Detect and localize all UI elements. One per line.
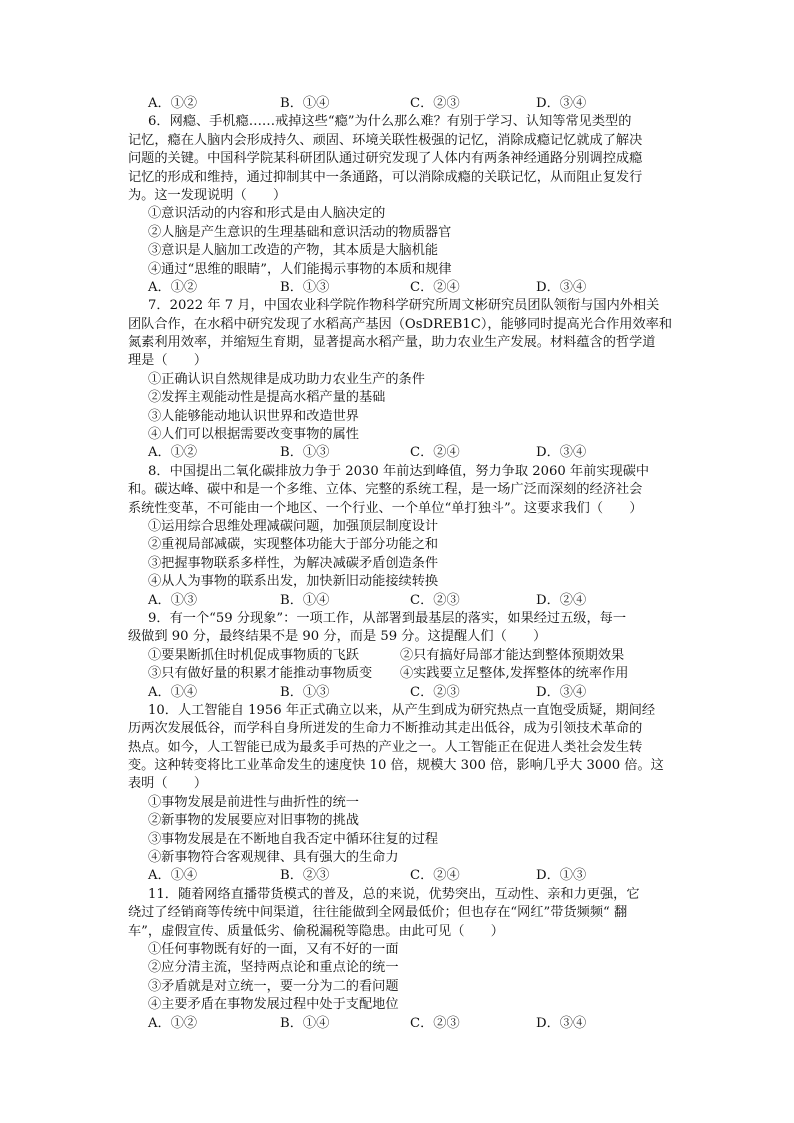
option-b: B．①③ (280, 279, 330, 295)
option-d: D．③④ (536, 279, 587, 295)
q8-stem-line: 8．中国提出二氧化碳排放力争于 2030 年前达到峰值，努力争取 2060 年前实现碳中 (148, 463, 650, 479)
q9-statement: ①要果断抓住时机促成事物质的飞跃 (148, 647, 359, 663)
q11-stem-line: 绕过了经销商等传统中间渠道，往往能做到全网最低价；但也存在“网红”带货频频“ 翻 (128, 905, 628, 921)
q8-stem-line: 系统性变革，不可能由一个地区、一个行业、一个单位“单打独斗”。这要求我们（ ） (128, 500, 643, 516)
q7-stem-line: 团队合作，在水稻中研究发现了水稻高产基因（OsDREB1C），能够同时提高光合作用效率和 (128, 316, 673, 332)
q8-options (128, 592, 676, 610)
q7-statement: ③人能够能动地认识世界和改造世界 (148, 408, 359, 424)
q10-statement: ③事物发展是在不断地自我否定中循环往复的过程 (148, 831, 439, 847)
q7-statement: ②发挥主观能动性是提高水稻产量的基础 (148, 390, 386, 406)
q11-statement: ③矛盾就是对立统一，要一分为二的看问题 (148, 978, 399, 994)
q7-statement: ①正确认识自然规律是成功助力农业生产的条件 (148, 371, 425, 387)
option-a: A．①② (148, 96, 198, 111)
q6-statement: ③意识是人脑加工改造的产物，其本质是大脑机能 (148, 243, 439, 259)
q7-stem-line: 氮素利用效率，并缩短生育期，显著提高水稻产量，助力农业生产发展。材料蕴含的哲学道 (128, 335, 656, 351)
option-c: C．②④ (410, 279, 460, 295)
question-8 (128, 463, 676, 610)
option-d: D．③④ (536, 684, 587, 700)
option-c: C．②④ (410, 445, 460, 461)
option-a: A．①② (148, 1015, 198, 1031)
option-a: A．①③ (148, 592, 198, 608)
q11-statement: ②应分清主流，坚持两点论和重点论的统一 (148, 960, 399, 976)
q8-statement: ②重视局部减碳，实现整体功能大于部分功能之和 (148, 537, 439, 553)
q10-stem-line: 变。这种转变将比工业革命发生的速度快 10 倍，规模大 300 倍，影响几乎大 3000 倍。这 (128, 758, 664, 774)
q8-statement: ①运用综合思维处理减碳问题，加强顶层制度设计 (148, 518, 439, 534)
q7-stem-line: 理是（ ） (128, 353, 208, 369)
option-c: C．②③ (410, 684, 460, 700)
q8-statement: ③把握事物联系多样性，为解决减碳矛盾创造条件 (148, 555, 439, 571)
option-d: D．①③ (536, 868, 587, 884)
option-d: D．②④ (536, 592, 587, 608)
q10-stem-line: 表明（ ） (128, 776, 208, 792)
option-b: B．①④ (280, 1015, 330, 1031)
option-a: A．①④ (148, 684, 198, 700)
q7-stem-line: 7．2022 年 7 月，中国农业科学院作物科学研究所周文彬研究员团队领衔与国内外相关 (148, 298, 660, 314)
q10-statement: ①事物发展是前进性与曲折性的统一 (148, 794, 359, 810)
q11-options (128, 1015, 676, 1033)
question-list (128, 95, 676, 1033)
q10-stem-line: 热点。如今，人工智能已成为最炙手可热的产业之一。人工智能正在促进人类社会发生转 (128, 739, 643, 755)
q11-statement: ①任何事物既有好的一面，又有不好的一面 (148, 941, 399, 957)
q9-options (128, 684, 676, 702)
q6-stem-line: 为。这一发现说明（ ） (128, 187, 287, 203)
q9-statement: ④实践要立足整体,发挥整体的统率作用 (400, 666, 629, 682)
q8-statement: ④从人为事物的联系出发，加快新旧动能接续转换 (148, 574, 439, 590)
option-c: C．②③ (410, 96, 460, 111)
q10-options (128, 867, 676, 885)
question-9 (128, 610, 676, 702)
option-c: C．②③ (410, 592, 460, 608)
q6-stem-line: 记忆，瘾在人脑内会形成持久、顽固、环境关联性极强的记忆，消除成瘾记忆就成了解决 (128, 132, 643, 148)
q10-statement: ④新事物符合客观规律、具有强大的生命力 (148, 850, 399, 866)
q9-stem-line: 级做到 90 分，最终结果不是 90 分，而是 59 分。这提醒人们（ ） (128, 629, 547, 645)
q7-statement: ④人们可以根据需要改变事物的属性 (148, 427, 359, 443)
q6-stem-line: 记忆的形成和维持，通过抑制其中一条通路，可以消除成瘾的关联记忆，从而阻止复发行 (128, 169, 643, 185)
q9-statement-row (128, 647, 676, 665)
question-6 (128, 113, 676, 297)
option-a: A．①④ (148, 868, 198, 884)
q6-stem-line: 问题的关键。中国科学院某科研团队通过研究发现了人体内有两条神经通路分别调控成瘾 (128, 151, 643, 167)
q6-statement: ④通过“思维的眼睛”，人们能揭示事物的本质和规律 (148, 261, 452, 277)
q5-options (128, 95, 676, 113)
q9-stem-line: 9．有一个“59 分现象”：一项工作，从部署到最基层的落实，如果经过五级，每一 (148, 610, 627, 626)
option-b: B．①④ (280, 592, 330, 608)
q7-options (128, 444, 676, 462)
q6-stem-line: 6．网瘾、手机瘾……戒掉这些“瘾”为什么那么难？有别于学习、认知等常见类型的 (148, 114, 632, 130)
question-10 (128, 702, 676, 886)
q8-stem-line: 和。碳达峰、碳中和是一个多维、立体、完整的系统工程，是一场广泛而深刻的经济社会 (128, 482, 643, 498)
option-d: D．③④ (536, 96, 587, 111)
q9-statement: ③只有做好量的积累才能推动事物质变 (148, 666, 373, 682)
option-d: D．③④ (536, 1015, 587, 1031)
q9-statement-row (128, 665, 676, 683)
option-b: B．②③ (280, 868, 330, 884)
option-c: C．②④ (410, 868, 460, 884)
option-b: B．①④ (280, 96, 330, 111)
option-d: D．③④ (536, 445, 587, 461)
question-7 (128, 297, 676, 463)
q6-options (128, 279, 676, 297)
option-a: A．①② (148, 445, 198, 461)
q10-stem-line: 10．人工智能自 1956 年正式确立以来，从产生到成为研究热点一直饱受质疑，期间经 (148, 702, 656, 718)
q6-statement: ①意识活动的内容和形式是由人脑决定的 (148, 206, 386, 222)
option-c: C．②③ (410, 1015, 460, 1031)
option-b: B．①③ (280, 445, 330, 461)
q11-stem-line: 车”，虚假宣传、质量低劣、偷税漏税等隐患。由此可见（ ） (128, 923, 504, 939)
q9-statement: ②只有搞好局部才能达到整体预期效果 (400, 647, 625, 663)
option-b: B．①③ (280, 684, 330, 700)
q6-statement: ②人脑是产生意识的生理基础和意识活动的物质器官 (148, 224, 452, 240)
question-11 (128, 886, 676, 1033)
option-a: A．①② (148, 279, 198, 295)
q10-stem-line: 历两次发展低谷，而学科自身所迸发的生命力不断推动其走出低谷，成为引领技术革命的 (128, 721, 643, 737)
q11-statement: ④主要矛盾在事物发展过程中处于支配地位 (148, 997, 399, 1013)
q11-stem-line: 11．随着网络直播带货模式的普及，总的来说，优势突出，互动性、亲和力更强，它 (148, 886, 640, 902)
q10-statement: ②新事物的发展要应对旧事物的挑战 (148, 813, 359, 829)
